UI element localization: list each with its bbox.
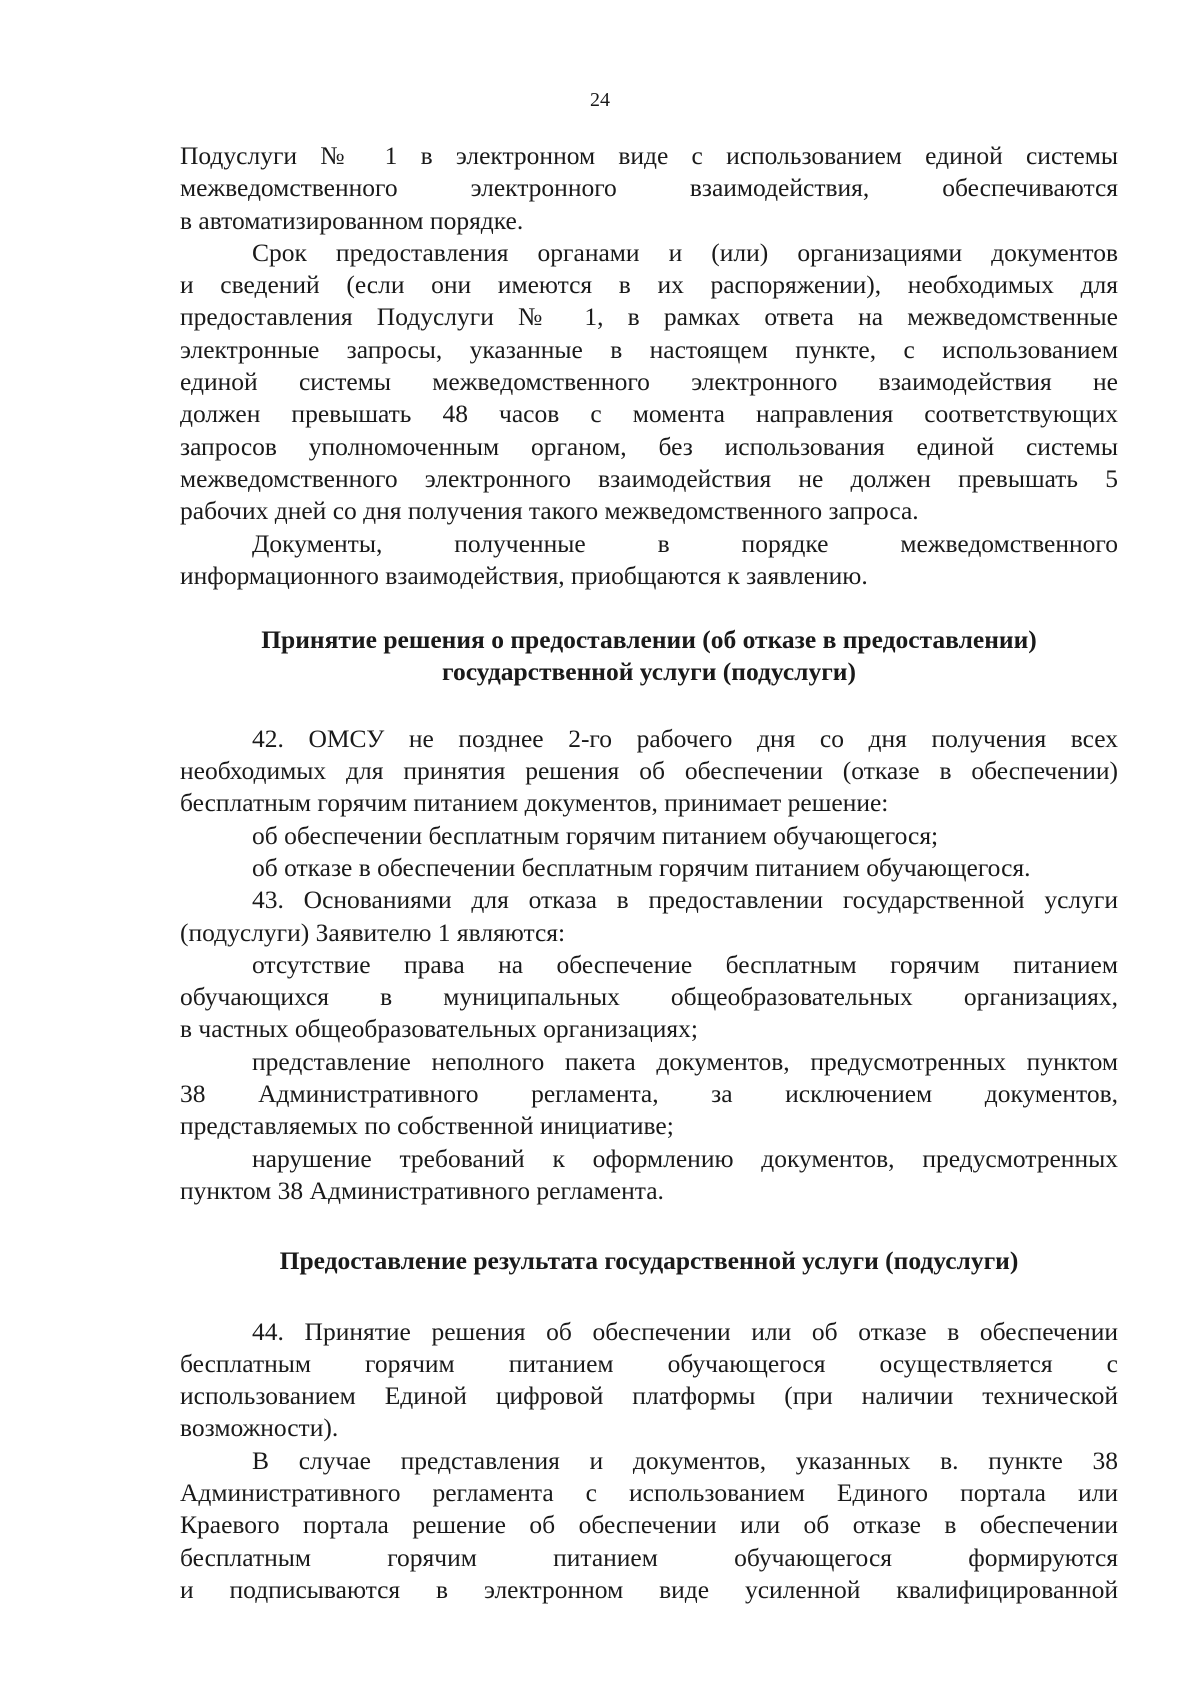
text-line: предоставления Подуслуги № 1, в рамках ответа на межведомственные bbox=[180, 302, 1118, 332]
text-line: и сведений (если они имеются в их распоряжении), необходимых для bbox=[180, 270, 1118, 300]
text-line: отсутствие права на обеспечение бесплатным горячим питанием bbox=[252, 949, 1118, 979]
text-line: бесплатным горячим питанием обучающегося формируются bbox=[180, 1542, 1118, 1572]
paragraph-item-44 bbox=[180, 1316, 1118, 1445]
paragraph-decision-refuse: об отказе в обеспечении бесплатным горячим питанием обучающегося. bbox=[252, 852, 1031, 882]
text-line: межведомственного электронного взаимодействия, обеспечиваются bbox=[180, 173, 1118, 203]
document-body bbox=[180, 140, 1118, 1606]
text-line: Срок предоставления органами и (или) организациями документов bbox=[252, 237, 1118, 267]
paragraph-item-43 bbox=[180, 884, 1118, 949]
paragraph-electronic-signature bbox=[180, 1445, 1118, 1606]
text-line: представление неполного пакета документов, предусмотренных пунктом bbox=[252, 1046, 1118, 1076]
text-line: обучающихся в муниципальных общеобразовательных организациях, bbox=[180, 982, 1118, 1012]
text-line: пунктом 38 Административного регламента. bbox=[180, 1175, 664, 1205]
text-line: В случае представления и документов, указанных в. пункте 38 bbox=[252, 1445, 1118, 1475]
text-line: электронные запросы, указанные в настоящем пункте, с использованием bbox=[180, 334, 1118, 364]
paragraph-refusal-reason-2 bbox=[180, 1046, 1118, 1143]
text-line: запросов уполномоченным органом, без использования единой системы bbox=[180, 431, 1118, 461]
text-line: (подуслуги) Заявителю 1 являются: bbox=[180, 917, 566, 947]
text-line: должен превышать 48 часов с момента направления соответствующих bbox=[180, 399, 1118, 429]
text-line: возможности). bbox=[180, 1413, 339, 1443]
text-line: 42. ОМСУ не позднее 2-го рабочего дня со дня получения всех bbox=[252, 723, 1118, 753]
text-line: рабочих дней со дня получения такого межведомственного запроса. bbox=[180, 496, 919, 526]
text-line: необходимых для принятия решения об обеспечении (отказе в обеспечении) bbox=[180, 756, 1118, 786]
text-line: 44. Принятие решения об обеспечении или об отказе в обеспечении bbox=[252, 1316, 1118, 1346]
paragraph-deadline bbox=[180, 237, 1118, 528]
page-number: 24 bbox=[590, 89, 610, 111]
paragraph-refusal-reason-3 bbox=[180, 1143, 1118, 1208]
text-line: информационного взаимодействия, приобщаются к заявлению. bbox=[180, 560, 868, 590]
section-heading-result: Предоставление результата государственной услуги (подуслуги) bbox=[279, 1246, 1019, 1276]
text-line: 43. Основаниями для отказа в предоставлении государственной услуги bbox=[252, 885, 1118, 915]
paragraph-decision-provide: об обеспечении бесплатным горячим питанием обучающегося; bbox=[252, 820, 939, 850]
text-line: бесплатным горячим питанием документов, принимает решение: bbox=[180, 788, 889, 818]
section-heading-decision bbox=[180, 624, 1118, 689]
text-line: 38 Административного регламента, за исключением документов, bbox=[180, 1079, 1118, 1109]
text-line: в автоматизированном порядке. bbox=[180, 205, 524, 235]
paragraph-refusal-reason-1 bbox=[180, 949, 1118, 1046]
text-line: нарушение требований к оформлению документов, предусмотренных bbox=[252, 1143, 1118, 1173]
text-line: Краевого портала решение об обеспечении или об отказе в обеспечении bbox=[180, 1510, 1118, 1540]
paragraph-item-42 bbox=[180, 723, 1118, 820]
paragraph-documents-attached bbox=[180, 528, 1118, 593]
text-line: в частных общеобразовательных организациях; bbox=[180, 1014, 698, 1044]
paragraph-subservice-automation bbox=[180, 140, 1118, 237]
text-line: Документы, полученные в порядке межведомственного bbox=[252, 528, 1118, 558]
text-line: Подуслуги № 1 в электронном виде с использованием единой системы bbox=[180, 141, 1118, 170]
text-line: представляемых по собственной инициативе; bbox=[180, 1111, 674, 1141]
text-line: использованием Единой цифровой платформы (при наличии технической bbox=[180, 1381, 1118, 1411]
text-line: единой системы межведомственного электронного взаимодействия не bbox=[180, 367, 1118, 397]
text-line: бесплатным горячим питанием обучающегося осуществляется с bbox=[180, 1348, 1118, 1378]
text-line: Административного регламента с использованием Единого портала или bbox=[180, 1477, 1118, 1507]
text-line: и подписываются в электронном виде усиленной квалифицированной bbox=[180, 1574, 1118, 1604]
heading-line: Принятие решения о предоставлении (об отказе в предоставлении) bbox=[261, 625, 1037, 655]
heading-line: государственной услуги (подуслуги) bbox=[442, 657, 856, 687]
text-line: межведомственного электронного взаимодействия не должен превышать 5 bbox=[180, 463, 1118, 493]
